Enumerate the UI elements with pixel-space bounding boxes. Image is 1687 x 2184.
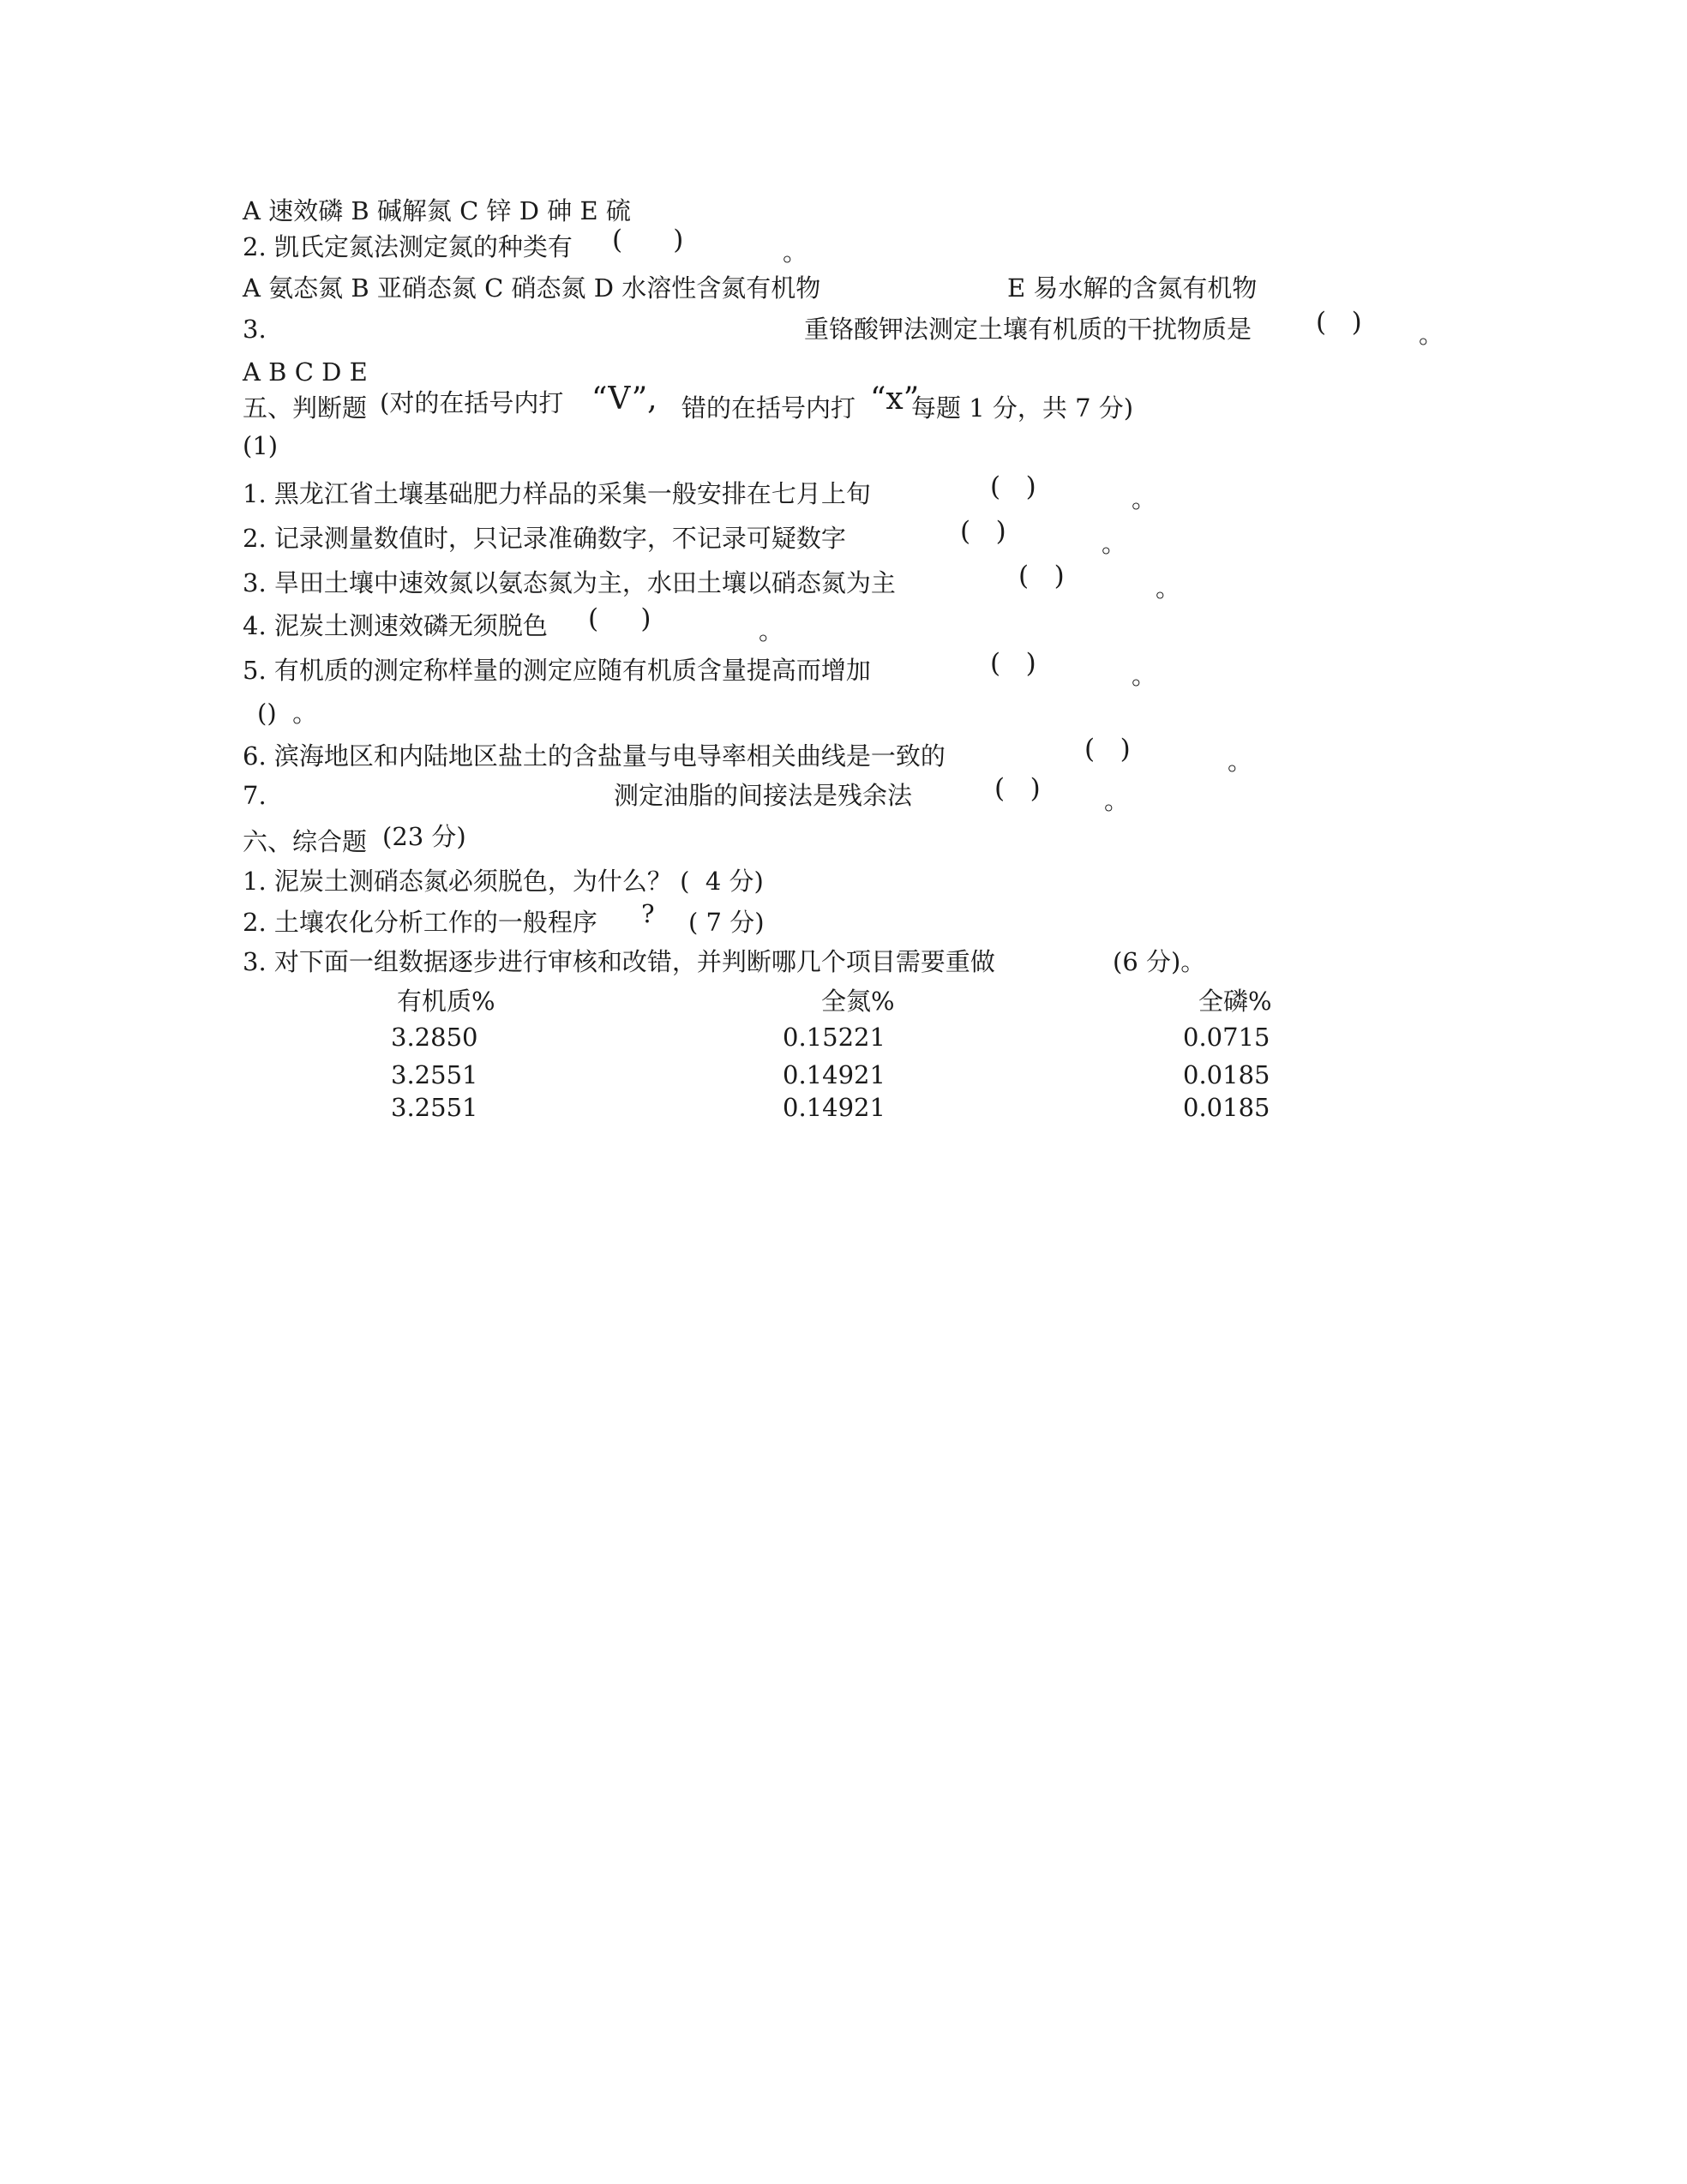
table-header-total-nitrogen: 全氮% <box>821 987 895 1016</box>
punctuation: 。 <box>1104 786 1130 815</box>
question-2-options: A 氨态氮 B 亚硝态氮 C 硝态氮 D 水溶性含氮有机物 <box>243 273 821 303</box>
essay-question-2: 2. 土壤农化分析工作的一般程序 <box>243 908 597 937</box>
answer-blank: ( ) <box>994 773 1041 804</box>
table-header-organic-matter: 有机质% <box>397 987 495 1016</box>
judgment-item-7-number: 7. <box>243 781 267 810</box>
judgment-item-5: 5. 有机质的测定称样量的测定应随有机质含量提高而增加 <box>243 656 871 685</box>
punctuation: 。 <box>759 616 784 645</box>
answer-blank: ( ) <box>612 225 684 255</box>
cross-mark-quote: “x” <box>870 381 920 417</box>
table-cell: 0.15221 <box>783 1023 886 1052</box>
section-5-title: 五、判断题 <box>243 393 368 423</box>
table-cell: 0.0715 <box>1183 1023 1270 1052</box>
question-3-number: 3. <box>243 315 267 344</box>
table-cell: 3.2551 <box>391 1093 478 1122</box>
section-5-scoring: 每题 1 分，共 7 分) <box>911 393 1134 423</box>
table-cell: 0.14921 <box>783 1060 886 1089</box>
question-2: 2. 凯氏定氮法测定氮的种类有 <box>243 232 573 261</box>
punctuation: 。 <box>1132 484 1157 513</box>
punctuation: 。 <box>1419 320 1444 349</box>
table-cell: 3.2850 <box>391 1023 478 1052</box>
section-5-subtitle: (1) <box>243 431 279 460</box>
judgment-item-1: 1. 黑龙江省土壤基础肥力样品的采集一般安排在七月上旬 <box>243 479 871 508</box>
section-6-score: (23 分) <box>382 822 466 851</box>
essay-question-3: 3. 对下面一组数据逐步进行审核和改错，并判断哪几个项目需要重做 <box>243 947 995 976</box>
punctuation: 。 <box>1102 529 1127 558</box>
essay-question-3-score: (6 分)。 <box>1113 947 1206 976</box>
table-cell: 0.14921 <box>783 1093 886 1122</box>
answer-options: A B C D E <box>243 357 368 387</box>
options-line: A 速效磷 B 碱解氮 C 锌 D 砷 E 硫 <box>243 196 631 225</box>
section-5-instruction: (对的在括号内打 <box>380 388 564 417</box>
judgment-item-4: 4. 泥炭土测速效磷无须脱色 <box>243 611 548 640</box>
answer-blank: ( ) <box>1084 734 1131 765</box>
table-cell: 3.2551 <box>391 1060 478 1089</box>
answer-blank: ( ) <box>1316 307 1362 338</box>
question-2-option-e: E 易水解的含氮有机物 <box>1007 273 1258 303</box>
question-3: 重铬酸钾法测定土壤有机质的干扰物质是 <box>804 315 1252 344</box>
essay-question-2-score: ( 7 分) <box>688 908 765 937</box>
punctuation: 。 <box>783 237 808 267</box>
judgment-item-7: 测定油脂的间接法是残余法 <box>614 781 913 810</box>
answer-blank-line: () 。 <box>257 699 318 728</box>
answer-blank: ( ) <box>1018 561 1065 591</box>
answer-blank: ( ) <box>588 603 651 634</box>
section-6-title: 六、综合题 <box>243 827 368 856</box>
judgment-item-6: 6. 滨海地区和内陆地区盐土的含盐量与电导率相关曲线是一致的 <box>243 741 946 771</box>
judgment-item-2: 2. 记录测量数值时，只记录准确数字，不记录可疑数字 <box>243 524 846 553</box>
answer-blank: ( ) <box>990 648 1036 679</box>
answer-blank: ( ) <box>990 471 1036 502</box>
judgment-item-3: 3. 旱田土壤中速效氮以氨态氮为主，水田土壤以硝态氮为主 <box>243 568 896 597</box>
essay-question-1: 1. 泥炭土测硝态氮必须脱色，为什么？ ( 4 分) <box>243 867 764 896</box>
table-header-total-phosphorus: 全磷% <box>1198 987 1272 1016</box>
answer-blank: ( ) <box>960 516 1006 547</box>
table-cell: 0.0185 <box>1183 1093 1270 1122</box>
table-cell: 0.0185 <box>1183 1060 1270 1089</box>
punctuation: 。 <box>1132 661 1157 690</box>
section-5-instruction-2: 错的在括号内打 <box>681 393 856 423</box>
question-mark: ? <box>641 899 655 928</box>
check-mark-quote: “V”, <box>591 381 657 417</box>
punctuation: 。 <box>1156 573 1181 603</box>
punctuation: 。 <box>1228 747 1253 776</box>
